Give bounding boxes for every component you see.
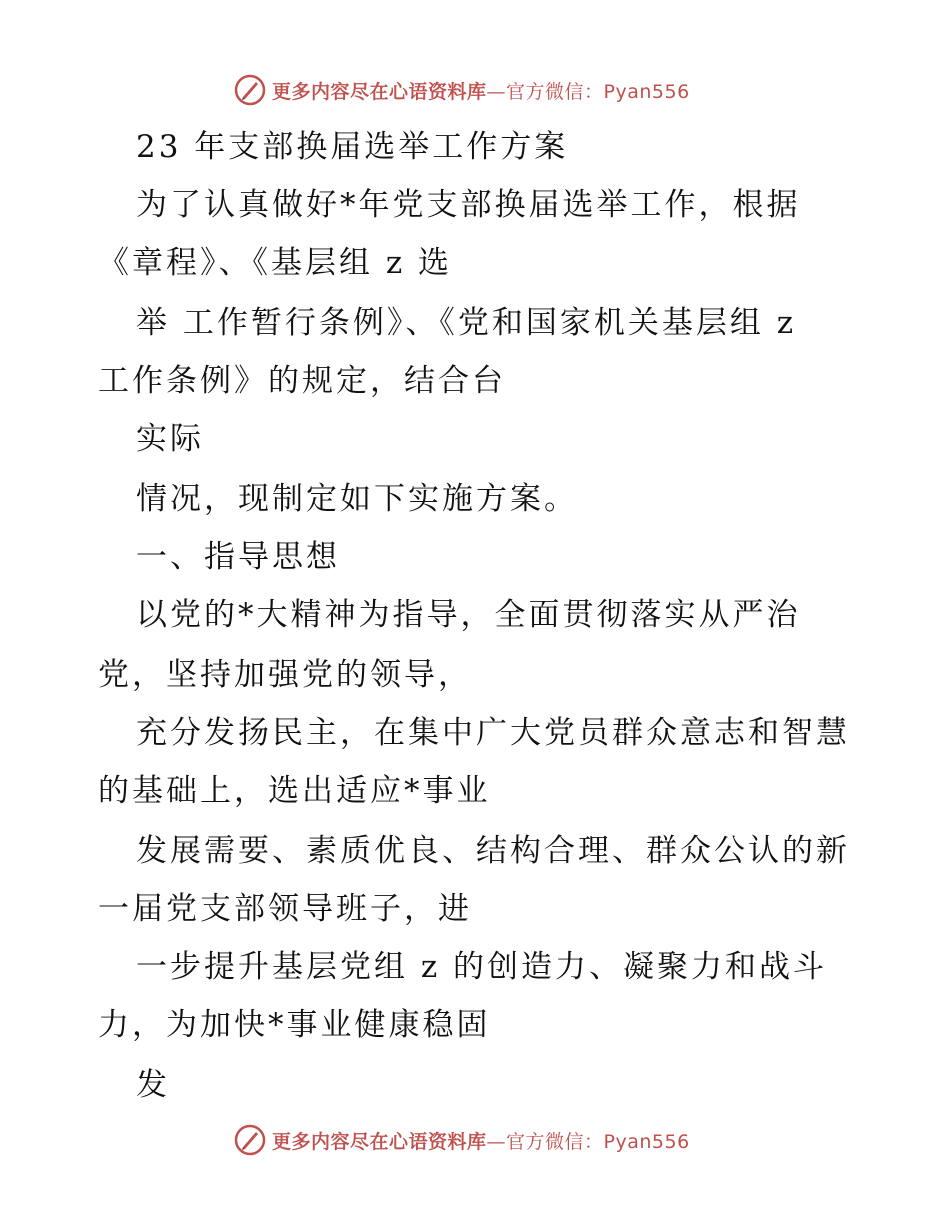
watermark-wechat-id: Pyan556 (603, 80, 690, 103)
text-line: 一届党支部领导班子，进 (98, 891, 472, 927)
watermark-text (272, 1127, 690, 1154)
document-title: 23 年支部换届选举工作方案 (136, 129, 569, 165)
quill-logo-icon (234, 74, 266, 106)
section-heading: 一、指导思想 (136, 539, 340, 575)
footer-watermark (234, 1123, 690, 1157)
text-line: 工作条例》的规定，结合台 (98, 363, 506, 399)
text-line: 情况，现制定如下实施方案。 (136, 481, 578, 517)
watermark-dash: — (486, 1130, 507, 1153)
watermark-text (272, 77, 690, 104)
text-line: 举 工作暂行条例》、《党和国家机关基层组 z (136, 305, 797, 341)
text-line: 一步提升基层党组 z 的创造力、凝聚力和战斗 (136, 949, 828, 985)
text-line: 力，为加快*事业健康稳固 (98, 1007, 491, 1043)
text-line: 发 (136, 1067, 170, 1103)
quill-logo-icon (234, 1124, 266, 1156)
text-line: 发展需要、素质优良、结构合理、群众公认的新 (136, 833, 850, 869)
text-line: 充分发扬民主，在集中广大党员群众意志和智慧 (136, 715, 850, 751)
text-line: 为了认真做好*年党支部换届选举工作，根据 (136, 187, 801, 223)
text-line: 的基础上，选出适应*事业 (98, 773, 491, 809)
text-line: 党，坚持加强党的领导， (98, 657, 472, 693)
watermark-brand: 更多内容尽在心语资料库 (272, 80, 487, 103)
header-watermark (234, 73, 690, 107)
watermark-dash: — (486, 80, 507, 103)
text-line: 实际 (136, 421, 204, 457)
watermark-wechat-label: 官方微信： (506, 1130, 604, 1153)
watermark-brand: 更多内容尽在心语资料库 (272, 1130, 487, 1153)
watermark-wechat-label: 官方微信： (506, 80, 604, 103)
watermark-wechat-id: Pyan556 (603, 1130, 690, 1153)
text-line: 以党的*大精神为指导，全面贯彻落实从严治 (136, 597, 801, 633)
text-line: 《章程》、《基层组 z 选 (98, 245, 453, 281)
